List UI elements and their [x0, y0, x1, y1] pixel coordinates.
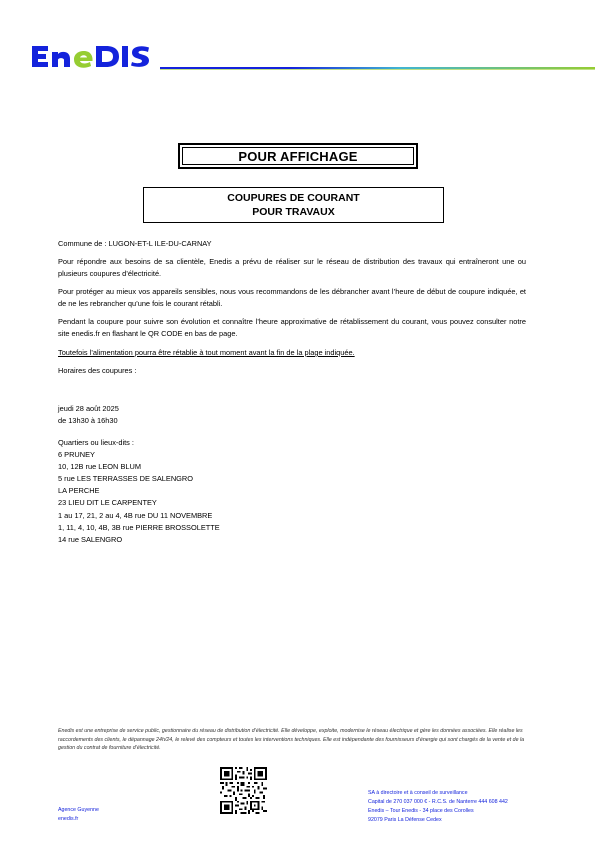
pour-affichage-box [178, 143, 418, 169]
header-divider-accent [160, 69, 595, 70]
enedis-logo [30, 40, 154, 72]
outage-time-range: de 13h30 à 16h30 [58, 415, 118, 425]
intro-paragraph: Pour répondre aux besoins de sa clientèle, Enedis a prévu de réaliser sur le réseau de distribution des travaux qui entraîneront une ou plusieurs coupures d’électricité. [58, 257, 526, 278]
quartiers-list [58, 437, 220, 546]
footer-company-block [368, 789, 508, 825]
qr-info-paragraph: Pendant la coupure pour suivre son évolution et connaître l’heure approximative de rétablissement du courant, vous pouvez consulter notre site enedis.fr en flashant le QR CODE en bas de page. [58, 317, 526, 338]
horaires-label: Horaires des coupures : [58, 366, 137, 375]
quartiers-label: Quartiers ou lieux-dits : [58, 438, 134, 447]
footer-agency-block [58, 806, 99, 824]
company-city: 92079 Paris La Défense Cedex [368, 817, 442, 823]
list-item: 5 rue LES TERRASSES DE SALENGRO [58, 474, 193, 484]
outage-schedule [58, 403, 119, 426]
coupures-title-box [143, 187, 444, 223]
pour-affichage-title: POUR AFFICHAGE [238, 148, 358, 164]
list-item: 14 rue SALENGRO [58, 534, 123, 544]
advice-paragraph: Pour protéger au mieux vos appareils sensibles, nous vous recommandons de les débrancher avant l’heure de début de coupure indiquée, et de ne les rebrancher qu’une fois le courant rétabli. [58, 287, 526, 308]
list-item: 1, 11, 4, 10, 4B, 3B rue PIERRE BROSSOLETTE [58, 522, 220, 532]
legal-notice: Enedis est une entreprise de service public, gestionnaire du réseau de distribution d’électricité. Elle développe, exploite, modernise le réseau électrique et gère les données associées. Elle réalise les raccordements des clients, le dépannage 24h/24, le relevé des compteurs et toutes les interventions techniques. Elle est indépendante des fournisseurs d’énergie qui sont chargés de la vente et de la gestion du contrat de fourniture d’électricité. [58, 728, 525, 752]
commune-line: Commune de : LUGON-ET-L ILE-DU-CARNAY [58, 239, 212, 248]
coupures-title-line1: COUPURES DE COURANT [227, 192, 360, 204]
list-item: 23 LIEU DIT LE CARPENTEY [58, 498, 157, 508]
list-item: 10, 12B rue LEON BLUM [58, 462, 141, 472]
company-legal-form: SA à directoire et à conseil de surveillance [368, 790, 468, 796]
coupures-title-line2: POUR TRAVAUX [252, 206, 335, 218]
company-capital: Capital de 270 037 000 € - R.C.S. de Nanterre 444 608 442 [368, 799, 508, 805]
list-item: 6 PRUNEY [58, 450, 95, 460]
restoration-warning: Toutefois l’alimentation pourra être rétablie à tout moment avant la fin de la plage indiquée. [58, 348, 355, 357]
list-item: LA PERCHE [58, 486, 100, 496]
agency-name: Agence Guyenne [58, 807, 99, 813]
company-address: Enedis – Tour Enedis - 34 place des Corolles [368, 808, 474, 814]
outage-date: jeudi 28 août 2025 [58, 404, 119, 413]
qr-code[interactable] [220, 767, 267, 814]
website-link[interactable]: enedis.fr [58, 816, 79, 822]
list-item: 1 au 17, 21, 2 au 4, 4B rue DU 11 NOVEMBRE [58, 510, 213, 520]
